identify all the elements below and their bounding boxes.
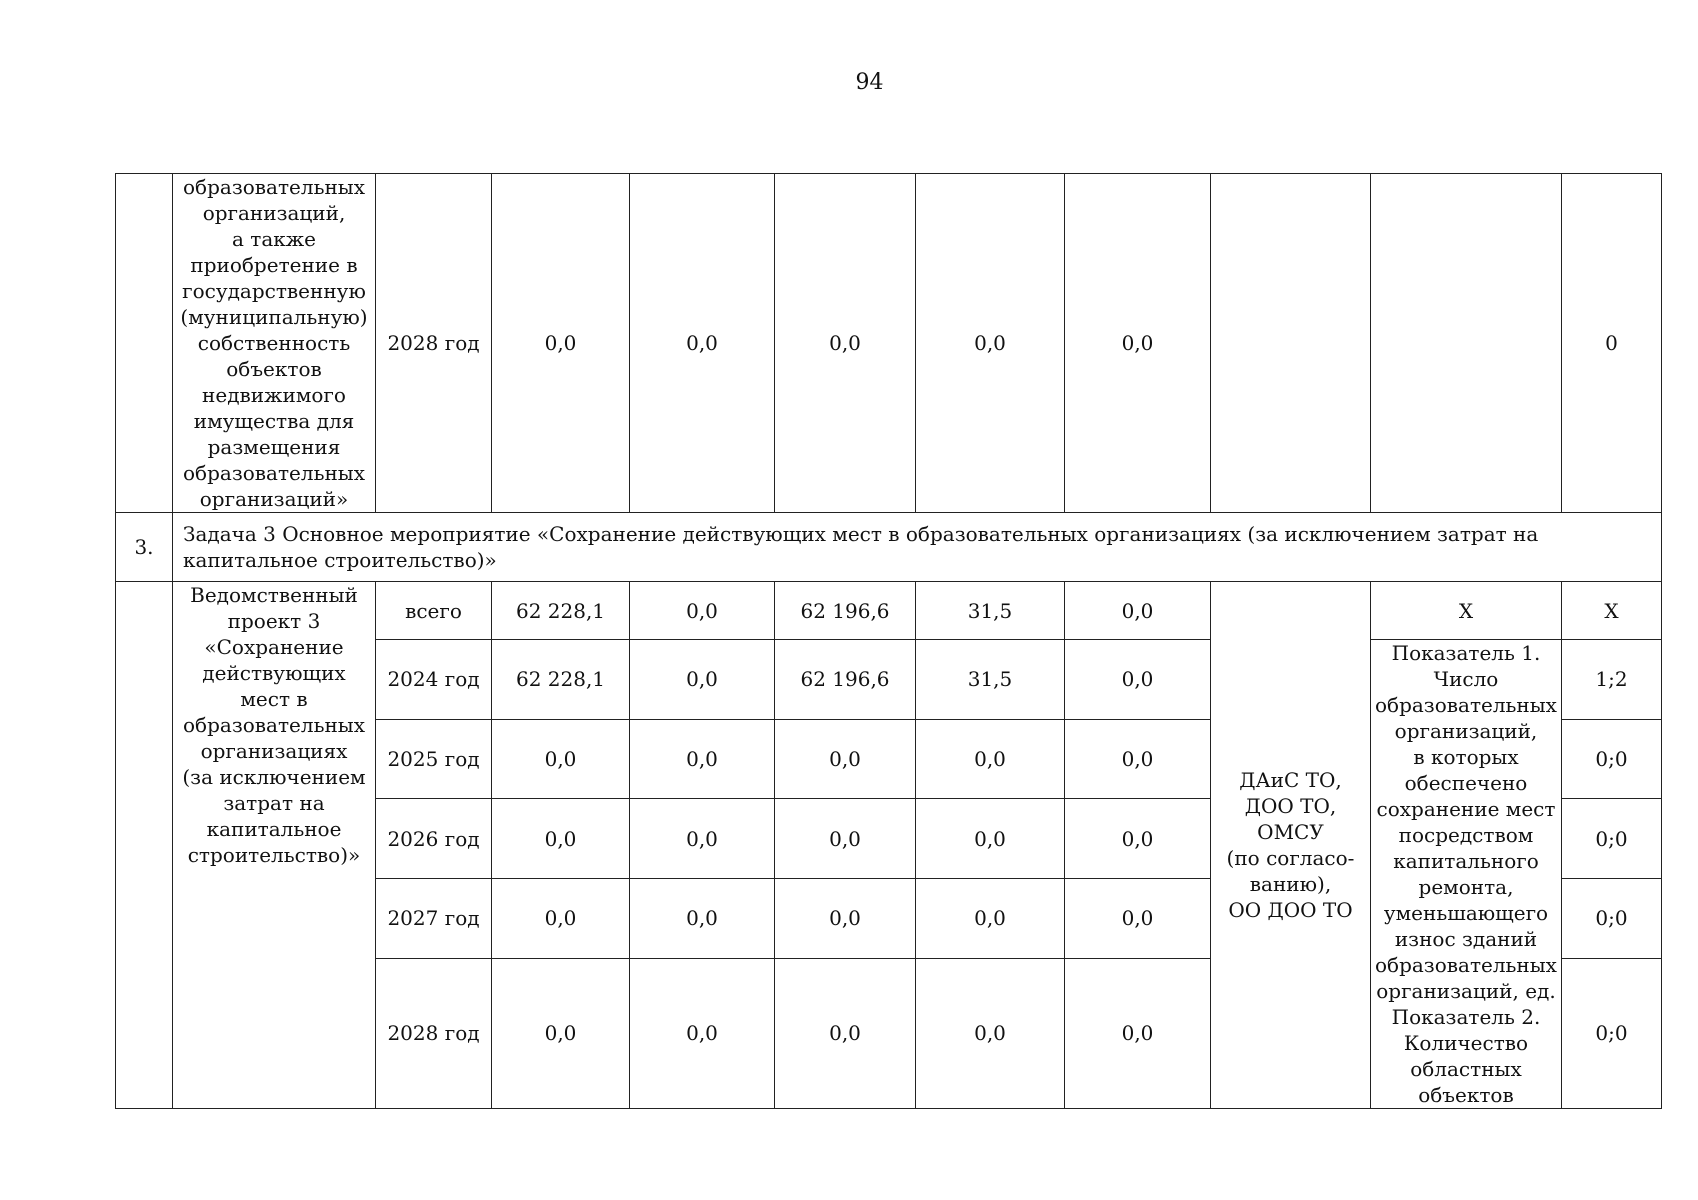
indicator-value-cell: 0;0 [1561, 958, 1661, 1108]
value-cell: 0,0 [630, 640, 775, 720]
year-cell: 2024 год [376, 640, 492, 720]
year-cell: 2025 год [376, 719, 492, 799]
task-row [116, 513, 1662, 582]
row-number-cell [116, 174, 173, 513]
indicator-cell [1371, 174, 1562, 513]
year-cell: всего [376, 582, 492, 640]
value-cell: 31,5 [916, 582, 1065, 640]
year-cell: 2028 год [376, 174, 492, 513]
year-cell: 2027 год [376, 879, 492, 959]
value-cell: 0,0 [775, 879, 916, 959]
indicator-value-cell: 1;2 [1561, 640, 1661, 720]
value-cell: 0,0 [1065, 958, 1211, 1108]
value-cell: 0,0 [492, 958, 630, 1108]
value-cell: 0,0 [492, 174, 630, 513]
value-cell: 0,0 [775, 174, 916, 513]
value-cell: 0,0 [630, 799, 775, 879]
task-number-cell: 3. [116, 513, 173, 582]
responsible-cell: ДАиС ТО, ДОО ТО, ОМСУ (по согласо- ванию), ОО ДОО ТО [1211, 582, 1371, 1109]
year-cell: 2028 год [376, 958, 492, 1108]
value-cell: 62 228,1 [492, 640, 630, 720]
value-cell: 0,0 [630, 958, 775, 1108]
value-cell: 62 196,6 [775, 582, 916, 640]
value-cell: 0,0 [1065, 582, 1211, 640]
value-cell: 62 228,1 [492, 582, 630, 640]
value-cell: 0,0 [492, 879, 630, 959]
value-cell: 0,0 [916, 958, 1065, 1108]
value-cell: 0,0 [630, 719, 775, 799]
value-cell: 0,0 [916, 174, 1065, 513]
responsible-cell [1211, 174, 1371, 513]
table-row [116, 174, 1662, 513]
indicator-value-cell: 0;0 [1561, 799, 1661, 879]
value-cell: 0,0 [1065, 799, 1211, 879]
value-cell: 0,0 [1065, 174, 1211, 513]
value-cell: 62 196,6 [775, 640, 916, 720]
row-number-cell [116, 582, 173, 1109]
value-cell: 0,0 [775, 958, 916, 1108]
year-cell: 2026 год [376, 799, 492, 879]
project-description-cell: Ведомственный проект 3 «Сохранение действующих мест в образовательных организациях (за исключением затрат на капитальное строительство)» [173, 582, 376, 1109]
value-cell: 0,0 [492, 799, 630, 879]
task-text-cell: Задача 3 Основное мероприятие «Сохранение действующих мест в образовательных организациях (за исключением затрат на капитальное строительство)» [173, 513, 1662, 582]
indicator-cell: Показатель 1. Число образовательных организаций, в которых обеспечено сохранение мест посредством капитального ремонта, уменьшающего износ зданий образовательных организаций, ед. Показатель 2. Количество областных объектов [1371, 640, 1562, 1109]
value-cell: 0,0 [492, 719, 630, 799]
indicator-value-cell: 0 [1561, 174, 1661, 513]
value-cell: 0,0 [916, 879, 1065, 959]
description-cell: образовательных организаций, а также приобретение в государственную (муниципальную) собственность объектов недвижимого имущества для размещения образовательных организаций» [173, 174, 376, 513]
value-cell: 0,0 [1065, 640, 1211, 720]
value-cell: 0,0 [630, 174, 775, 513]
indicator-total-cell: Х [1371, 582, 1562, 640]
table-row [116, 582, 1662, 640]
indicator-value-cell: Х [1561, 582, 1661, 640]
value-cell: 0,0 [916, 799, 1065, 879]
value-cell: 0,0 [916, 719, 1065, 799]
value-cell: 31,5 [916, 640, 1065, 720]
value-cell: 0,0 [775, 719, 916, 799]
indicator-value-cell: 0;0 [1561, 719, 1661, 799]
program-table [115, 173, 1662, 1109]
indicator-value-cell: 0;0 [1561, 879, 1661, 959]
value-cell: 0,0 [630, 582, 775, 640]
value-cell: 0,0 [1065, 719, 1211, 799]
value-cell: 0,0 [775, 799, 916, 879]
value-cell: 0,0 [1065, 879, 1211, 959]
value-cell: 0,0 [630, 879, 775, 959]
page-number: 94 [855, 70, 884, 95]
